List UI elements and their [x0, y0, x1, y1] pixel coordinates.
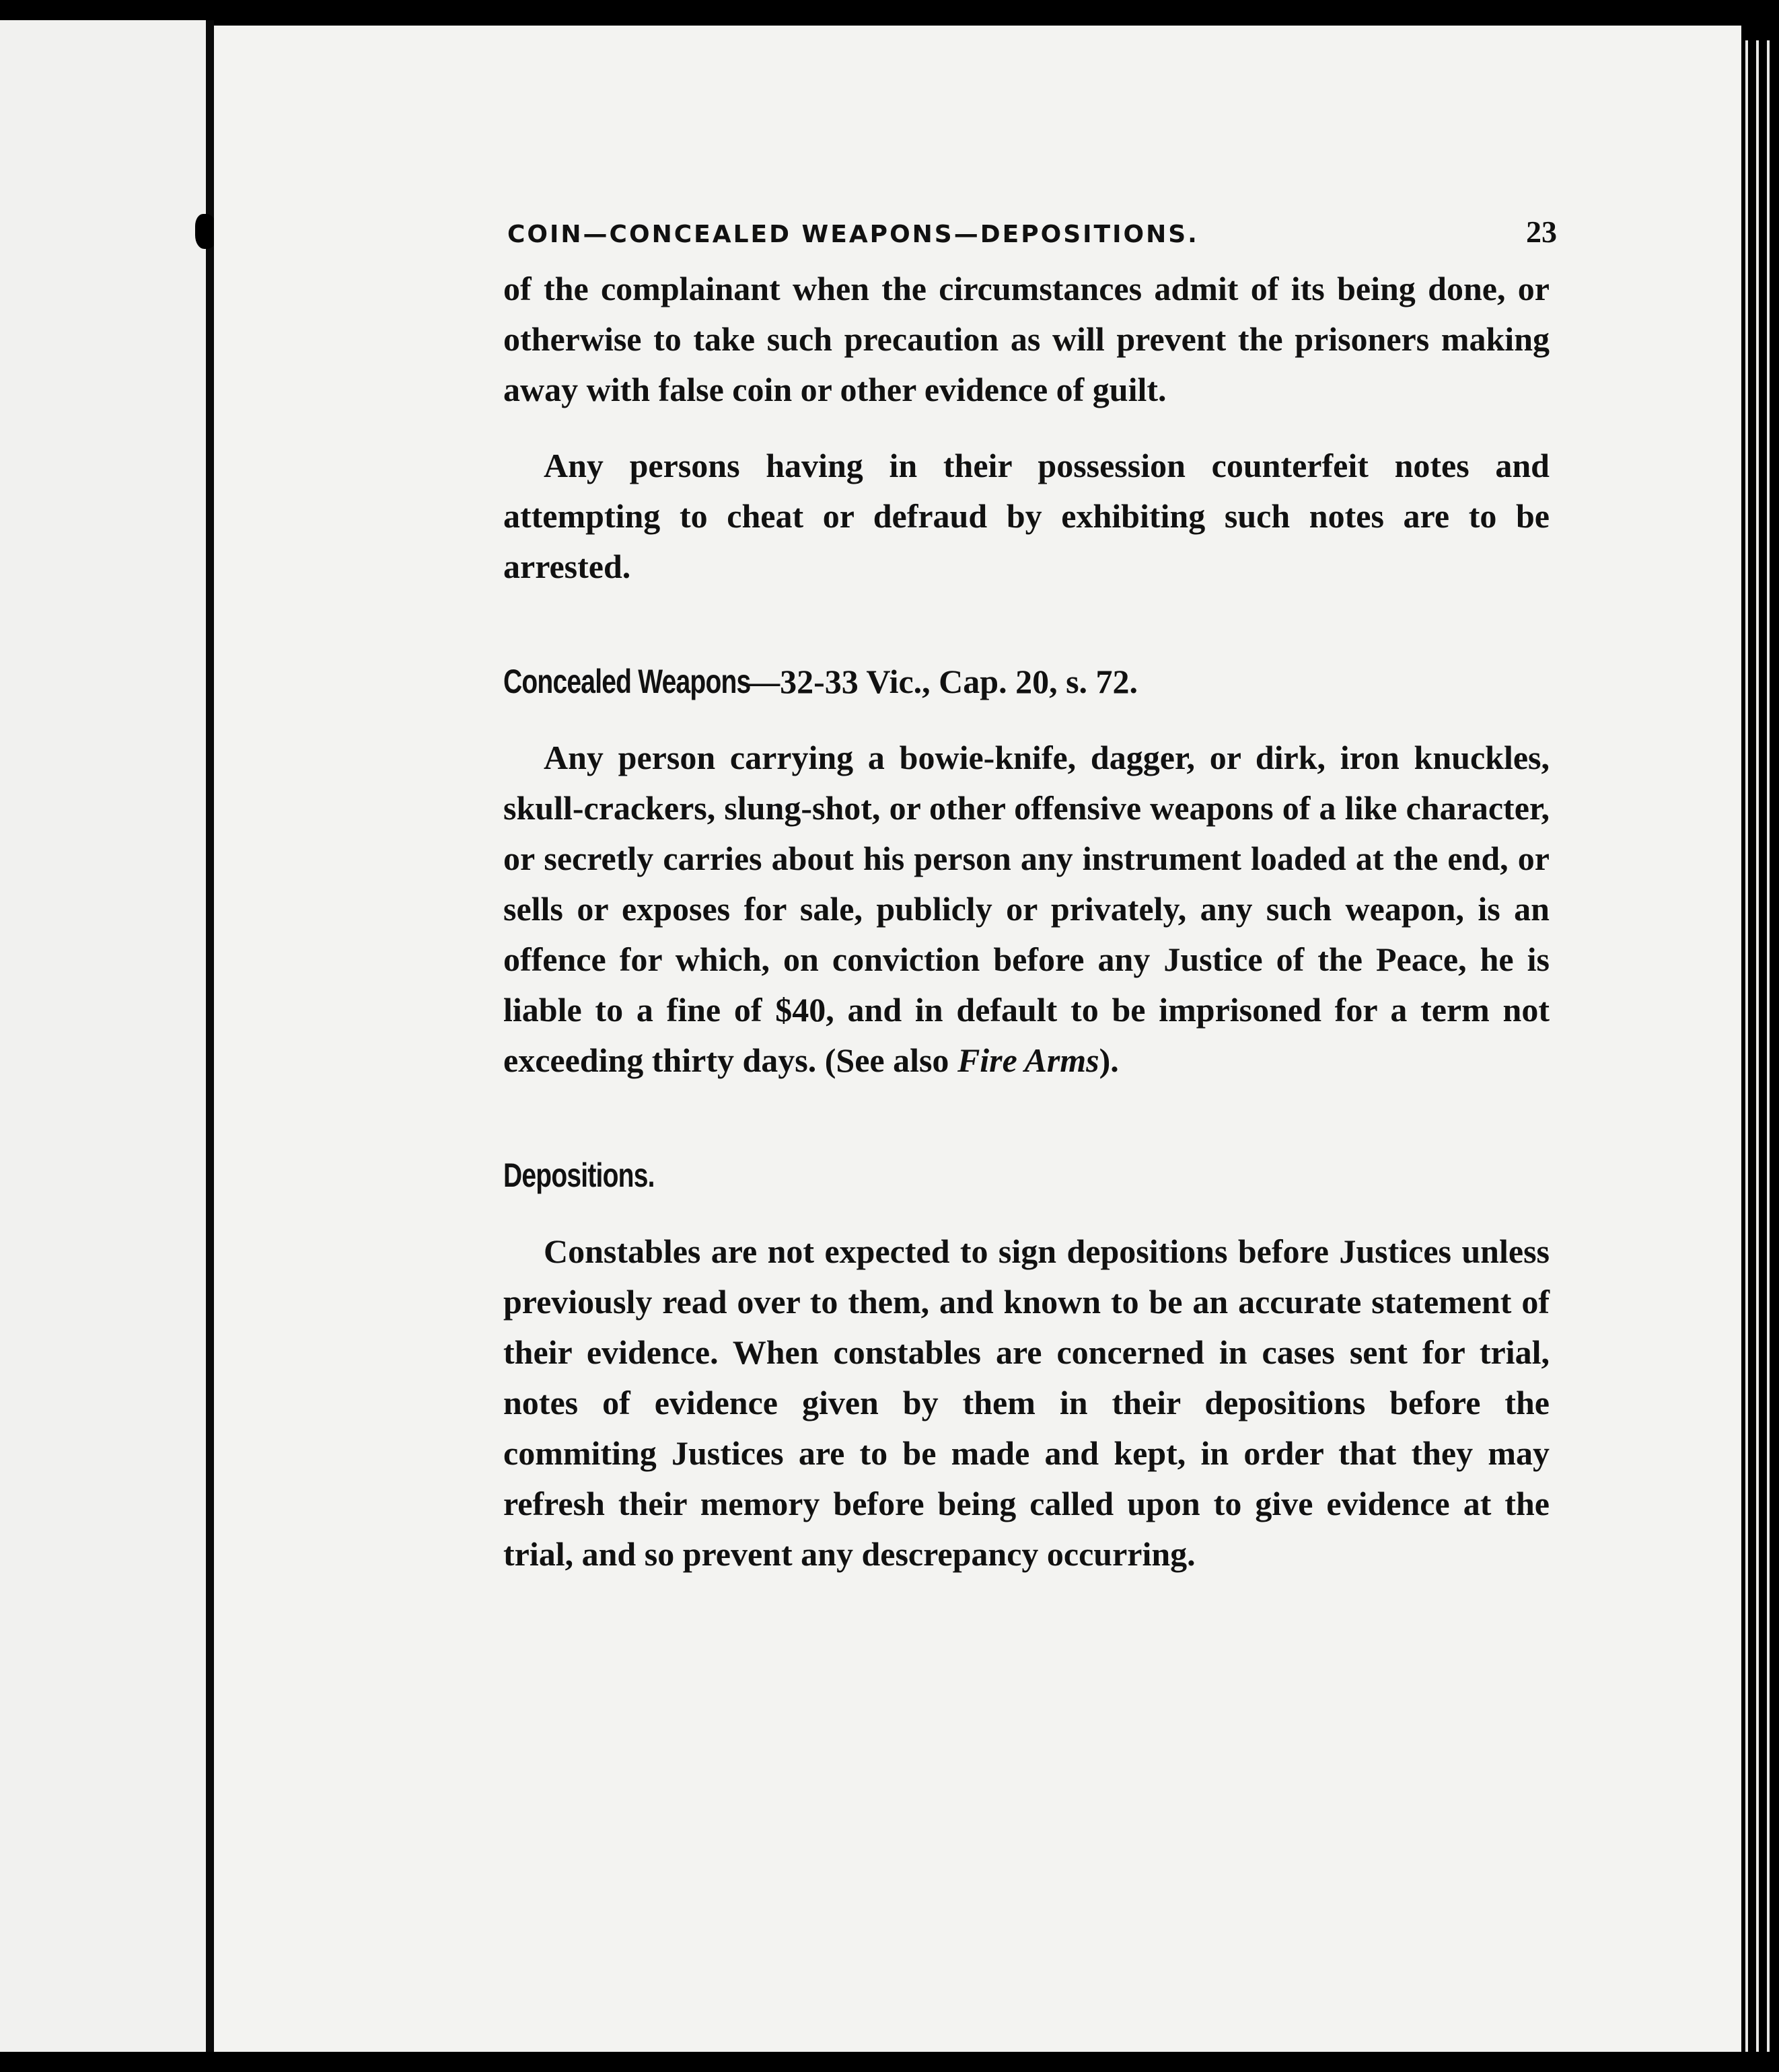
paragraph-depositions: Constables are not expected to sign depositions before Justices unless previously read over to them, and known to be an accurate statement of their evidence. When constables are concerned in cases sent for trial, notes of evidence given by them in their depositions before the commiting Justices are to be made and kept, in order that they may refresh their memory before being called upon to give evidence at the trial, and so prevent any descrepancy occurring. — [503, 1232, 1550, 1573]
page-edge-line — [1745, 40, 1748, 2052]
running-head-title: COIN—CONCEALED WEAPONS—DEPOSITIONS. — [507, 221, 1199, 248]
paragraph-continued: of the complainant when the circumstances admit of its being done, or otherwise to take such precaution as will prevent the prisoners making away with false coin or other evidence of guilt. — [503, 270, 1550, 408]
heading-title: Depositions. — [503, 1156, 655, 1194]
page-stack-edge — [1741, 13, 1779, 2072]
previous-page-edge — [0, 20, 210, 2052]
closing-punctuation: ). — [1099, 1041, 1119, 1079]
running-head — [507, 214, 1557, 264]
paragraph-concealed-weapons — [503, 733, 1550, 1086]
section-heading-depositions — [503, 1150, 1566, 1201]
heading-statute: —32-33 Vic., Cap. 20, s. 72. — [746, 663, 1138, 700]
paragraph-counterfeit-notes: Any persons having in their possession counterfeit notes and attempting to cheat or defraud by exhibiting such notes are to be arrested. — [503, 447, 1550, 585]
section-heading-concealed-weapons — [503, 657, 1566, 707]
page-number: 23 — [1526, 215, 1557, 249]
see-also-reference: Fire Arms — [957, 1041, 1099, 1079]
gutter — [206, 20, 214, 2052]
scan-border — [0, 2052, 1779, 2072]
page-edge-line — [1756, 40, 1759, 2052]
heading-title: Concealed Weapons — [503, 663, 751, 700]
page-content — [503, 214, 1566, 1580]
page-edge-line — [1767, 40, 1770, 2052]
concealed-weapons-text: Any person carrying a bowie-knife, dagger, or dirk, iron knuckles, skull-crackers, slung-shot, or other offensive weapons of a like character, or secretly carries about his person any instrument loaded at the end, or sells or exposes for sale, publicly or privately, any such weapon, is an offence for which, on conviction before any Justice of the Peace, he is liable to a fine of $40, and in default to be imprisoned for a term not exceeding thirty days. (See also — [503, 739, 1550, 1079]
